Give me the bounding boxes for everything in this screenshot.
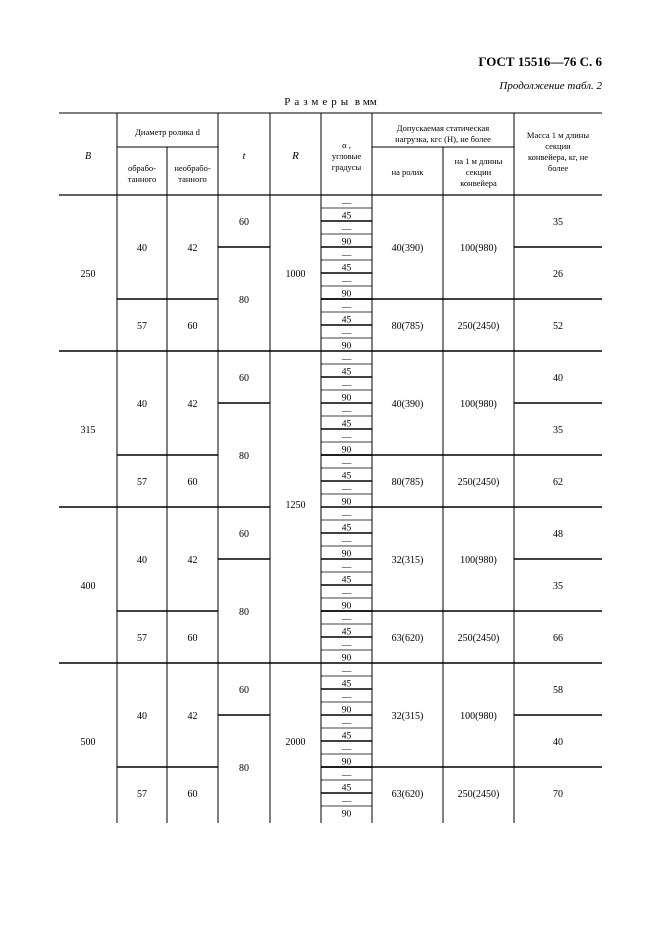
cell-alpha: — [341, 458, 352, 469]
cell-mass: 35 [553, 217, 563, 228]
cell-t: 60 [239, 529, 249, 540]
col-header-mass: Масса 1 м длины [526, 130, 590, 140]
col-header-alpha: угловые [331, 151, 362, 161]
cell-d-processed: 40 [137, 243, 147, 254]
cell-alpha: — [341, 770, 352, 781]
cell-r: 2000 [285, 737, 306, 748]
col-header-r: R [292, 150, 299, 162]
cell-b: 400 [80, 581, 96, 592]
col-header-load: нагрузка, кгс (Н), не более [395, 134, 491, 144]
cell-load-roller: 63(620) [391, 633, 424, 644]
cell-b: 500 [80, 737, 96, 748]
cell-d-processed: 57 [137, 321, 147, 332]
col-header-mass: секции [545, 141, 571, 151]
col-header-b: B [84, 151, 92, 162]
cell-alpha: 90 [341, 601, 352, 612]
cell-load-roller: 80(785) [391, 477, 424, 488]
cell-alpha: 45 [341, 783, 352, 794]
cell-d-unprocessed: 42 [187, 399, 198, 410]
cell-alpha: — [341, 562, 352, 573]
cell-t: 60 [239, 685, 249, 696]
cell-mass: 26 [553, 269, 563, 280]
dimensions-unit: в мм [354, 96, 377, 108]
cell-d-unprocessed: 42 [187, 711, 198, 722]
cell-alpha: 45 [341, 575, 352, 586]
cell-d-unprocessed: 60 [187, 477, 198, 488]
cell-d-processed: 57 [137, 633, 147, 644]
cell-mass: 52 [553, 321, 563, 332]
cell-alpha: — [341, 484, 352, 495]
cell-d-unprocessed: 60 [187, 633, 198, 644]
cell-load-roller: 63(620) [391, 789, 424, 800]
cell-alpha: — [341, 718, 352, 729]
cell-load-meter: 100(980) [460, 555, 497, 566]
cell-load-roller: 40(390) [391, 243, 424, 254]
cell-alpha: 90 [341, 237, 352, 248]
col-header-t: t [242, 151, 246, 162]
cell-mass: 66 [553, 633, 563, 644]
cell-load-meter: 250(2450) [457, 321, 500, 332]
cell-r: 1250 [285, 500, 306, 511]
cell-alpha: — [341, 224, 352, 235]
cell-alpha: — [341, 406, 352, 417]
cell-mass: 35 [553, 581, 563, 592]
cell-load-roller: 40(390) [391, 399, 424, 410]
cell-mass: 70 [553, 789, 563, 800]
cell-mass: 58 [553, 685, 563, 696]
cell-alpha: 90 [341, 393, 352, 404]
table-continuation-note: Продолжение табл. 2 [499, 80, 602, 92]
cell-alpha: — [341, 432, 352, 443]
cell-alpha: 45 [341, 627, 352, 638]
cell-mass: 40 [553, 373, 563, 384]
cell-alpha: — [341, 588, 352, 599]
cell-alpha: — [341, 328, 352, 339]
cell-load-roller: 32(315) [391, 711, 424, 722]
cell-load-meter: 250(2450) [457, 477, 500, 488]
cell-d-unprocessed: 60 [187, 321, 198, 332]
cell-t: 80 [239, 763, 249, 774]
cell-alpha: 90 [341, 757, 352, 768]
cell-alpha: — [341, 354, 352, 365]
cell-alpha: 90 [341, 497, 352, 508]
cell-d-unprocessed: 42 [187, 243, 198, 254]
cell-alpha: — [341, 614, 352, 625]
cell-alpha: 45 [341, 731, 352, 742]
cell-alpha: — [341, 380, 352, 391]
col-header-per-meter: конвейера [460, 178, 497, 188]
cell-alpha: 45 [341, 679, 352, 690]
cell-d-processed: 40 [137, 555, 147, 566]
cell-load-meter: 100(980) [460, 399, 497, 410]
cell-t: 60 [239, 217, 249, 228]
cell-load-meter: 100(980) [460, 711, 497, 722]
cell-load-roller: 80(785) [391, 321, 424, 332]
cell-alpha: — [341, 744, 352, 755]
cell-alpha: — [341, 796, 352, 807]
cell-alpha: 90 [341, 289, 352, 300]
cell-alpha: 90 [341, 809, 352, 820]
cell-alpha: — [341, 510, 352, 521]
cell-d-unprocessed: 42 [187, 555, 198, 566]
cell-alpha: 45 [341, 419, 352, 430]
col-header-unprocessed: танного [178, 174, 207, 184]
cell-t: 80 [239, 295, 249, 306]
col-header-unprocessed: необрабо- [174, 163, 211, 173]
cell-d-processed: 57 [137, 789, 147, 800]
cell-alpha: 90 [341, 705, 352, 716]
cell-b: 315 [80, 425, 96, 436]
cell-d-processed: 57 [137, 477, 147, 488]
cell-load-meter: 250(2450) [457, 789, 500, 800]
col-header-per-meter: секции [465, 167, 492, 177]
cell-d-unprocessed: 60 [187, 789, 198, 800]
cell-d-processed: 40 [137, 399, 147, 410]
cell-alpha: — [341, 640, 352, 651]
cell-t: 60 [239, 373, 249, 384]
cell-alpha: 45 [341, 523, 352, 534]
cell-alpha: 45 [341, 263, 352, 274]
col-header-diameter: Диаметр ролика d [135, 127, 200, 137]
cell-t: 80 [239, 607, 249, 618]
cell-alpha: — [341, 302, 352, 313]
cell-alpha: — [341, 536, 352, 547]
cell-alpha: 45 [341, 211, 352, 222]
cell-alpha: 90 [341, 549, 352, 560]
cell-load-roller: 32(315) [391, 555, 424, 566]
cell-alpha: — [341, 692, 352, 703]
cell-t: 80 [239, 451, 249, 462]
col-header-processed: танного [127, 174, 157, 184]
cell-load-meter: 250(2450) [457, 633, 500, 644]
cell-b: 250 [80, 269, 96, 280]
cell-mass: 40 [553, 737, 563, 748]
cell-alpha: — [341, 250, 352, 261]
cell-d-processed: 40 [137, 711, 147, 722]
cell-mass: 35 [553, 425, 563, 436]
cell-mass: 48 [553, 529, 563, 540]
cell-alpha: — [341, 276, 352, 287]
cell-alpha: 45 [341, 471, 352, 482]
cell-mass: 62 [553, 477, 563, 488]
col-header-alpha: α , [342, 140, 351, 150]
cell-r: 1000 [285, 269, 306, 280]
cell-alpha: — [341, 666, 352, 677]
dimensions-word: Размеры [284, 96, 353, 108]
cell-load-meter: 100(980) [460, 243, 497, 254]
cell-alpha: 90 [341, 445, 352, 456]
col-header-processed: обрабо- [127, 163, 157, 173]
cell-alpha: — [341, 198, 352, 209]
cell-alpha: 45 [341, 367, 352, 378]
cell-alpha: 90 [341, 653, 352, 664]
col-header-per-roller: на ролик [391, 167, 424, 177]
cell-alpha: 90 [341, 341, 352, 352]
col-header-mass: конвейера, кг, не [527, 152, 589, 162]
col-header-per-meter: на 1 м длины [454, 156, 503, 166]
col-header-load: Допускаемая статическая [396, 123, 490, 133]
document-id: ГОСТ 15516—76 С. 6 [478, 54, 602, 69]
col-header-mass: более [547, 163, 569, 173]
cell-alpha: 45 [341, 315, 352, 326]
col-header-alpha: градусы [331, 162, 362, 172]
